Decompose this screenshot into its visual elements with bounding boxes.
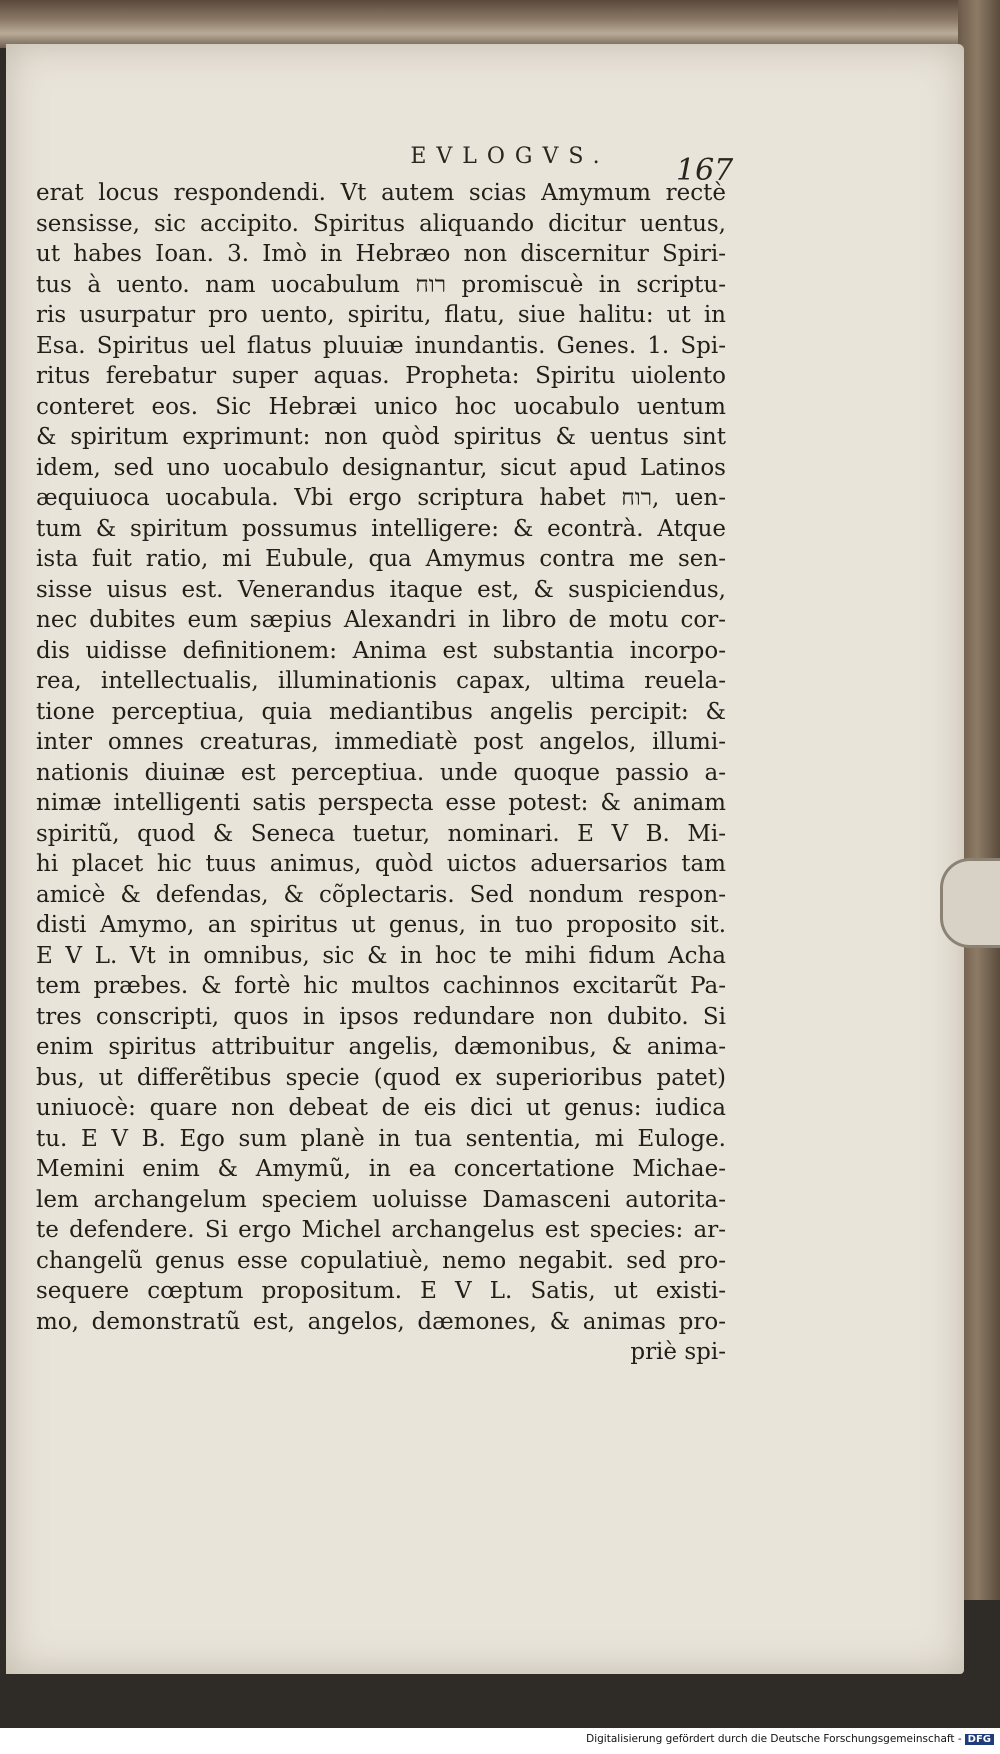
- text-line-24: amicè & defendas, & cõplectaris. Sed nondum respon-: [36, 881, 726, 908]
- text-line-20: nationis diuinæ est perceptiua. unde quoque passio a-: [36, 759, 726, 786]
- text-line-12: tum & spiritum possumus intelligere: & econtrà. Atque: [36, 515, 726, 542]
- body-text: [36, 178, 726, 1368]
- text-line-30: bus, ut differẽtibus specie (quod ex superioribus patet): [36, 1064, 726, 1091]
- book-clasp: [940, 858, 1000, 948]
- page-number: 167: [676, 153, 734, 188]
- text-line-36: changelũ genus esse copulatiuè, nemo negabit. sed pro-: [36, 1247, 726, 1274]
- text-line-38: mo, demonstratũ est, angelos, dæmones, & animas pro-: [36, 1308, 726, 1335]
- dfg-logo: DFG: [965, 1734, 994, 1745]
- text-line-13: ista fuit ratio, mi Eubule, qua Amymus contra me sen-: [36, 546, 726, 572]
- text-line-6: Esa. Spiritus uel flatus pluuiæ inundantis. Genes. 1. Spi-: [36, 332, 726, 359]
- text-line-21: nimæ intelligenti satis perspecta esse potest: & animam: [36, 790, 726, 816]
- running-head: [0, 144, 1000, 169]
- text-line-37: sequere cœptum propositum. E V L. Satis, ut existi-: [36, 1278, 726, 1304]
- text-line-16: dis uidisse definitionem: Anima est substantia incorpo-: [36, 637, 726, 664]
- text-line-19: inter omnes creaturas, immediatè post angelos, illumi-: [36, 729, 726, 755]
- text-line-29: enim spiritus attribuitur angelis, dæmonibus, & anima-: [36, 1034, 726, 1060]
- text-line-15: nec dubites eum sæpius Alexandri in libro de motu cor-: [36, 607, 726, 633]
- text-line-18: tione perceptiua, quia mediantibus angelis percipit: &: [36, 698, 726, 725]
- text-line-10: idem, sed uno uocabulo designantur, sicut apud Latinos: [36, 454, 726, 481]
- text-line-3: ut habes Ioan. 3. Imò in Hebræo non discernitur Spiri-: [36, 241, 726, 267]
- text-line-33: Memini enim & Amymũ, in ea concertatione Michae-: [36, 1156, 726, 1182]
- text-line-34: lem archangelum speciem uoluisse Damasceni autorita-: [36, 1186, 726, 1213]
- text-line-27: tem præbes. & fortè hic multos cachinnos excitarũt Pa-: [36, 973, 726, 999]
- text-line-11: æquiuoca uocabula. Vbi ergo scriptura habet רוח, uen-: [36, 485, 726, 511]
- funding-credit-text: Digitalisierung gefördert durch die Deutsche Forschungsgemeinschaft -: [586, 1733, 962, 1745]
- text-line-1: erat locus respondendi. Vt autem scias Amymum rectè: [36, 180, 726, 206]
- book-board-edge: [958, 0, 1000, 1600]
- text-line-28: tres conscripti, quos in ipsos redundare non dubito. Si: [36, 1003, 726, 1030]
- text-line-23: hi placet hic tuus animus, quòd uictos aduersarios tam: [36, 851, 726, 877]
- text-line-2: sensisse, sic accipito. Spiritus aliquando dicitur uentus,: [36, 210, 726, 237]
- text-line-31: uniuocè: quare non debeat de eis dici ut genus: iudica: [36, 1095, 726, 1121]
- text-line-32: tu. E V B. Ego sum planè in tua sententia, mi Euloge.: [36, 1125, 726, 1152]
- page-block-edge: [0, 0, 960, 48]
- footer-bar: [0, 1728, 1000, 1754]
- text-line-26: E V L. Vt in omnibus, sic & in hoc te mihi fidum Acha: [36, 942, 726, 969]
- text-line-5: ris usurpatur pro uento, spiritu, flatu, siue halitu: ut in: [36, 302, 726, 328]
- text-line-7: ritus ferebatur super aquas. Propheta: Spiritu uiolento: [36, 363, 726, 389]
- text-line-8: conteret eos. Sic Hebræi unico hoc uocabulo uentum: [36, 393, 726, 420]
- text-line-25: disti Amymo, an spiritus ut genus, in tuo proposito sit.: [36, 912, 726, 938]
- text-line-4: tus à uento. nam uocabulum רוח promiscuè in scriptu-: [36, 271, 726, 298]
- text-line-9: & spiritum exprimunt: non quòd spiritus & uentus sint: [36, 424, 726, 450]
- text-line-22: spiritũ, quod & Seneca tuetur, nominari. E V B. Mi-: [36, 820, 726, 847]
- text-line-14: sisse uisus est. Venerandus itaque est, & suspiciendus,: [36, 576, 726, 603]
- funding-credit: [586, 1733, 994, 1745]
- text-line-17: rea, intellectualis, illuminationis capax, ultima reuela-: [36, 668, 726, 694]
- catchword: priè spi-: [630, 1339, 726, 1365]
- text-line-35: te defendere. Si ergo Michel archangelus est species: ar-: [36, 1217, 726, 1243]
- header-title: EVLOGVS.: [410, 144, 610, 169]
